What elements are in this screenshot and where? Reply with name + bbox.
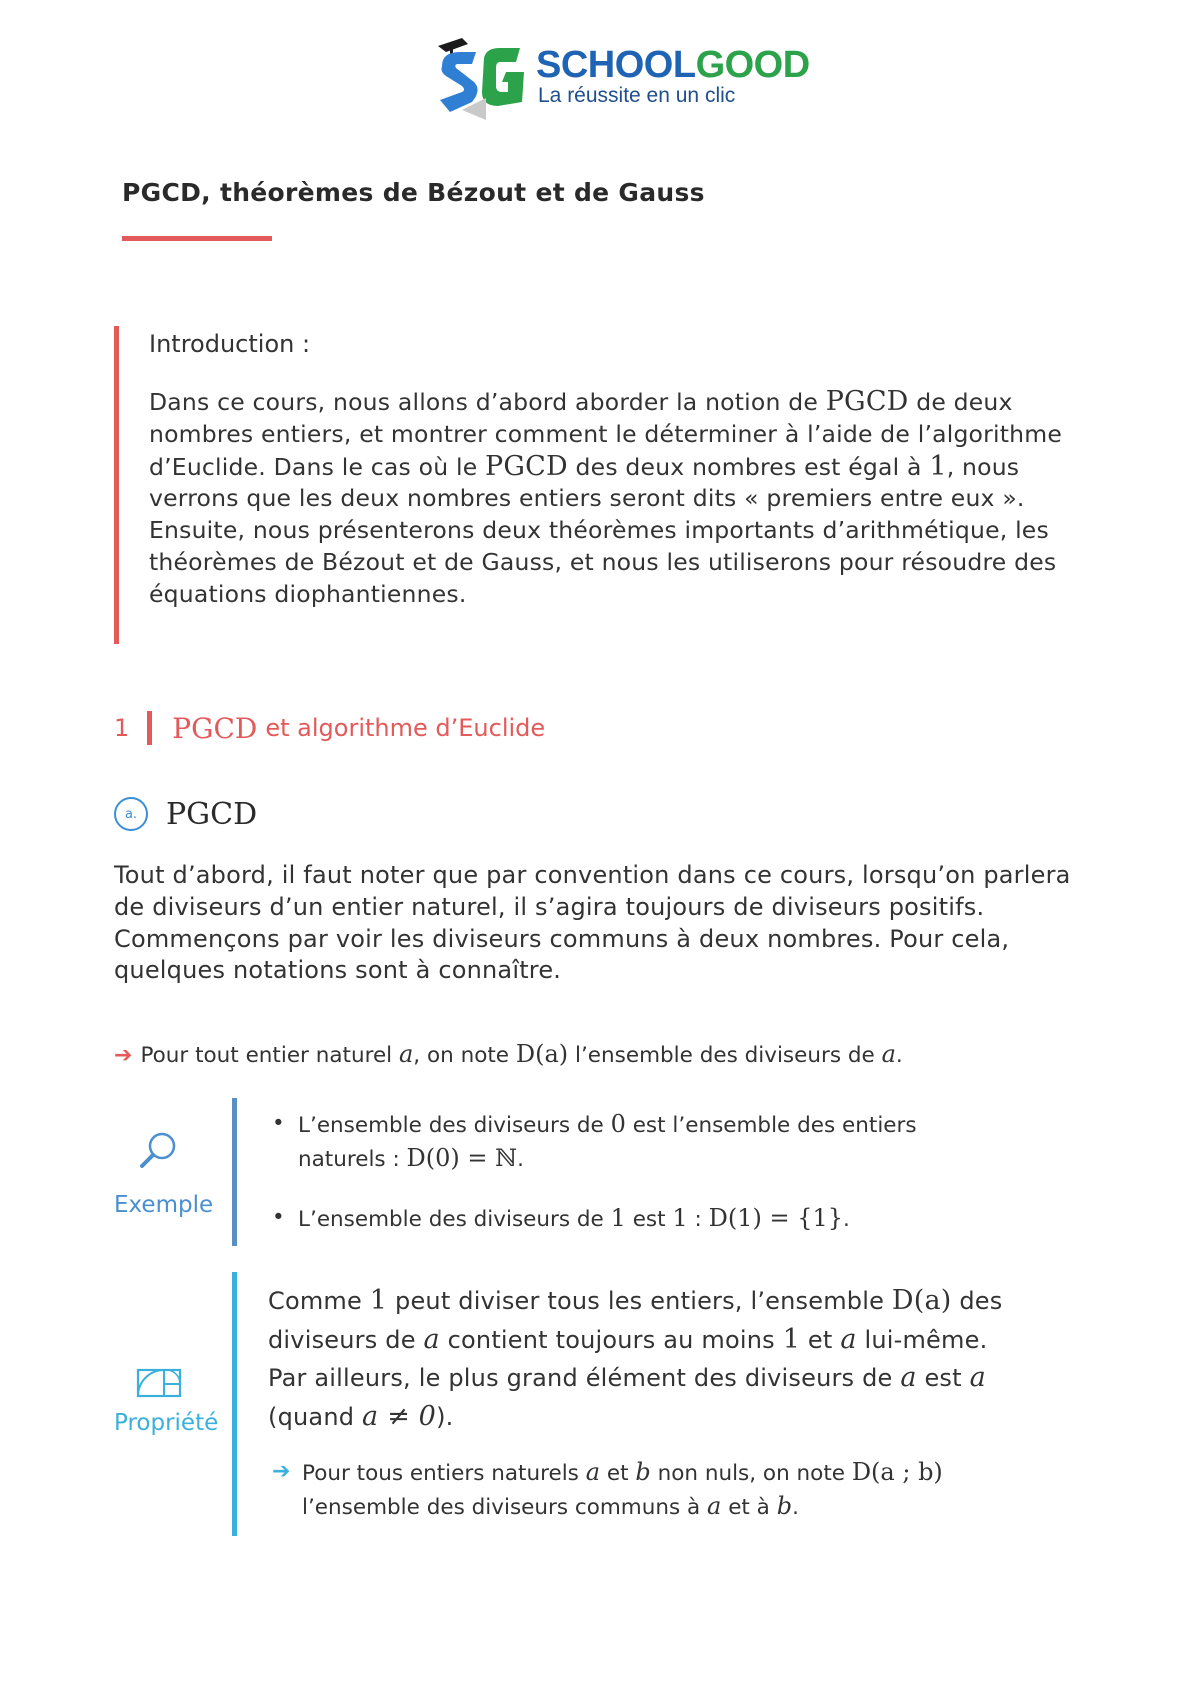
section-title: et algorithme d’Euclide bbox=[265, 714, 546, 742]
example-side bbox=[114, 1098, 234, 1246]
property-text bbox=[268, 1282, 1068, 1436]
section-heading bbox=[114, 710, 545, 746]
section-number: 1 bbox=[114, 714, 130, 742]
subsection-title: PGCD bbox=[166, 796, 258, 832]
property-note: ➔ Pour tous entiers naturels a et b non nuls, on note D(a ; b) l’ensemble des diviseurs communs à a et à b. bbox=[272, 1458, 943, 1520]
example-bar bbox=[232, 1098, 237, 1246]
schoolgood-logo bbox=[428, 28, 810, 128]
intro-text bbox=[149, 386, 1079, 611]
golden-rectangle-icon bbox=[136, 1368, 182, 1398]
list-item: • L’ensemble des diviseurs de 1 est 1 : D(1) = {1}. bbox=[272, 1202, 992, 1236]
body-text bbox=[114, 860, 1074, 987]
section-math: PGCD bbox=[172, 711, 258, 745]
property-paragraph-2: Par ailleurs, le plus grand élément des diviseurs de a est a (quand a ≠ 0). bbox=[268, 1362, 986, 1432]
title-underline bbox=[122, 236, 272, 241]
magnifier-icon bbox=[136, 1128, 180, 1172]
section-bar bbox=[147, 711, 152, 745]
list-item: • L’ensemble des diviseurs de 0 est l’ensemble des entiers naturels : D(0) = ℕ. bbox=[272, 1108, 992, 1176]
property-side bbox=[114, 1272, 238, 1536]
example-label: Exemple bbox=[114, 1192, 214, 1218]
intro-paragraph-2: Ensuite, nous présenterons deux théorèmes importants d’arithmétique, les théorèmes de Bézout et de Gauss, et nous les utiliserons pour résoudre des équations diophantiennes. bbox=[149, 516, 1057, 608]
property-label: Propriété bbox=[114, 1410, 219, 1436]
logo-tagline: La réussite en un clic bbox=[538, 84, 736, 107]
body-paragraph-1: Tout d’abord, il faut noter que par convention dans ce cours, lorsqu’on parlera de diviseurs d’un entier naturel, il s’agira toujours de diviseurs positifs. bbox=[114, 861, 1071, 921]
intro-paragraph-1: Dans ce cours, nous allons d’abord aborder la notion de PGCD de deux nombres entiers, et montrer comment le déterminer à l’aide de l’algorithme d’Euclide. Dans le cas où le PGCD des deux nombres est égal à 1, nous verrons que les deux nombres entiers seront dits « premiers entre eux ». bbox=[149, 386, 1062, 513]
arrow-right-icon: ➔ bbox=[114, 1043, 133, 1068]
notation-note: ➔ Pour tout entier naturel a, on note D(a) l’ensemble des diviseurs de a. bbox=[114, 1040, 903, 1068]
property-paragraph: Comme 1 peut diviser tous les entiers, l’ensemble D(a) des diviseurs de a contient toujours au moins 1 et a lui-même. bbox=[268, 1285, 1003, 1355]
property-bar bbox=[232, 1272, 237, 1536]
arrow-right-icon: ➔ bbox=[272, 1459, 291, 1484]
logo-brand-text: SCHOOLGOOD bbox=[536, 44, 810, 86]
intro-block bbox=[114, 326, 1079, 644]
body-paragraph-2: Commençons par voir les diviseurs communs à deux nombres. Pour cela, quelques notations sont à connaître. bbox=[114, 924, 1010, 985]
example-list bbox=[272, 1108, 992, 1236]
logo-monogram-icon bbox=[428, 28, 538, 128]
subsection-badge: a. bbox=[114, 797, 148, 831]
subsection-heading bbox=[114, 794, 257, 834]
page-title: PGCD, théorèmes de Bézout et de Gauss bbox=[122, 178, 705, 207]
intro-label: Introduction : bbox=[149, 330, 311, 358]
